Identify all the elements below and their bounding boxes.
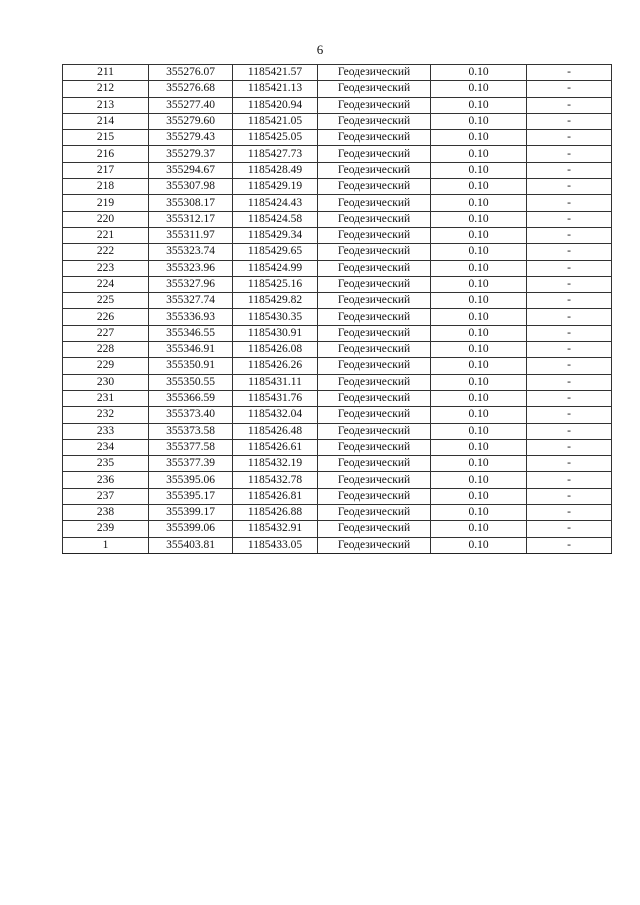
point-number-cell: 235 xyxy=(63,456,149,472)
page-number: 6 xyxy=(316,42,324,57)
y-coordinate-cell: 1185426.08 xyxy=(233,342,318,358)
description-cell: - xyxy=(527,293,612,309)
table-row xyxy=(63,439,612,455)
x-coordinate-cell: 355323.96 xyxy=(149,260,233,276)
table-row xyxy=(63,293,612,309)
point-number-cell: 227 xyxy=(63,325,149,341)
y-coordinate-cell: 1185426.26 xyxy=(233,358,318,374)
x-coordinate-cell: 355350.91 xyxy=(149,358,233,374)
table-row xyxy=(63,423,612,439)
method-cell: Геодезический xyxy=(318,244,431,260)
method-cell: Геодезический xyxy=(318,309,431,325)
x-coordinate-cell: 355399.17 xyxy=(149,505,233,521)
y-coordinate-cell: 1185426.61 xyxy=(233,439,318,455)
method-cell: Геодезический xyxy=(318,439,431,455)
y-coordinate-cell: 1185424.99 xyxy=(233,260,318,276)
x-coordinate-cell: 355312.17 xyxy=(149,211,233,227)
description-cell: - xyxy=(527,488,612,504)
accuracy-cell: 0.10 xyxy=(431,439,527,455)
description-cell: - xyxy=(527,325,612,341)
method-cell: Геодезический xyxy=(318,211,431,227)
point-number-cell: 1 xyxy=(63,537,149,553)
x-coordinate-cell: 355366.59 xyxy=(149,390,233,406)
table-row xyxy=(63,537,612,553)
point-number-cell: 215 xyxy=(63,130,149,146)
table-row xyxy=(63,505,612,521)
accuracy-cell: 0.10 xyxy=(431,293,527,309)
y-coordinate-cell: 1185421.57 xyxy=(233,65,318,81)
accuracy-cell: 0.10 xyxy=(431,227,527,243)
method-cell: Геодезический xyxy=(318,358,431,374)
description-cell: - xyxy=(527,358,612,374)
point-number-cell: 216 xyxy=(63,146,149,162)
accuracy-cell: 0.10 xyxy=(431,162,527,178)
y-coordinate-cell: 1185429.82 xyxy=(233,293,318,309)
point-number-cell: 236 xyxy=(63,472,149,488)
table-row xyxy=(63,195,612,211)
description-cell: - xyxy=(527,505,612,521)
y-coordinate-cell: 1185432.78 xyxy=(233,472,318,488)
accuracy-cell: 0.10 xyxy=(431,537,527,553)
accuracy-cell: 0.10 xyxy=(431,260,527,276)
x-coordinate-cell: 355373.58 xyxy=(149,423,233,439)
y-coordinate-cell: 1185433.05 xyxy=(233,537,318,553)
method-cell: Геодезический xyxy=(318,423,431,439)
y-coordinate-cell: 1185429.19 xyxy=(233,179,318,195)
x-coordinate-cell: 355395.06 xyxy=(149,472,233,488)
description-cell: - xyxy=(527,309,612,325)
y-coordinate-cell: 1185424.58 xyxy=(233,211,318,227)
x-coordinate-cell: 355403.81 xyxy=(149,537,233,553)
table-row xyxy=(63,113,612,129)
x-coordinate-cell: 355346.55 xyxy=(149,325,233,341)
point-number-cell: 225 xyxy=(63,293,149,309)
point-number-cell: 226 xyxy=(63,309,149,325)
y-coordinate-cell: 1185430.35 xyxy=(233,309,318,325)
x-coordinate-cell: 355277.40 xyxy=(149,97,233,113)
y-coordinate-cell: 1185426.48 xyxy=(233,423,318,439)
description-cell: - xyxy=(527,211,612,227)
description-cell: - xyxy=(527,113,612,129)
description-cell: - xyxy=(527,407,612,423)
x-coordinate-cell: 355311.97 xyxy=(149,227,233,243)
table-row xyxy=(63,325,612,341)
point-number-cell: 234 xyxy=(63,439,149,455)
x-coordinate-cell: 355307.98 xyxy=(149,179,233,195)
x-coordinate-cell: 355279.37 xyxy=(149,146,233,162)
x-coordinate-cell: 355399.06 xyxy=(149,521,233,537)
accuracy-cell: 0.10 xyxy=(431,472,527,488)
x-coordinate-cell: 355346.91 xyxy=(149,342,233,358)
accuracy-cell: 0.10 xyxy=(431,521,527,537)
y-coordinate-cell: 1185424.43 xyxy=(233,195,318,211)
method-cell: Геодезический xyxy=(318,260,431,276)
y-coordinate-cell: 1185432.91 xyxy=(233,521,318,537)
accuracy-cell: 0.10 xyxy=(431,65,527,81)
point-number-cell: 212 xyxy=(63,81,149,97)
table-row xyxy=(63,211,612,227)
table-row xyxy=(63,276,612,292)
x-coordinate-cell: 355279.60 xyxy=(149,113,233,129)
y-coordinate-cell: 1185426.88 xyxy=(233,505,318,521)
description-cell: - xyxy=(527,537,612,553)
method-cell: Геодезический xyxy=(318,179,431,195)
method-cell: Геодезический xyxy=(318,374,431,390)
accuracy-cell: 0.10 xyxy=(431,211,527,227)
description-cell: - xyxy=(527,342,612,358)
x-coordinate-cell: 355377.39 xyxy=(149,456,233,472)
accuracy-cell: 0.10 xyxy=(431,342,527,358)
table-row xyxy=(63,488,612,504)
y-coordinate-cell: 1185429.34 xyxy=(233,227,318,243)
y-coordinate-cell: 1185421.05 xyxy=(233,113,318,129)
description-cell: - xyxy=(527,227,612,243)
method-cell: Геодезический xyxy=(318,81,431,97)
accuracy-cell: 0.10 xyxy=(431,505,527,521)
table-row xyxy=(63,65,612,81)
point-number-cell: 231 xyxy=(63,390,149,406)
table-row xyxy=(63,521,612,537)
x-coordinate-cell: 355279.43 xyxy=(149,130,233,146)
y-coordinate-cell: 1185425.16 xyxy=(233,276,318,292)
method-cell: Геодезический xyxy=(318,130,431,146)
method-cell: Геодезический xyxy=(318,162,431,178)
method-cell: Геодезический xyxy=(318,456,431,472)
table-row xyxy=(63,456,612,472)
accuracy-cell: 0.10 xyxy=(431,488,527,504)
description-cell: - xyxy=(527,472,612,488)
point-number-cell: 224 xyxy=(63,276,149,292)
y-coordinate-cell: 1185431.76 xyxy=(233,390,318,406)
description-cell: - xyxy=(527,439,612,455)
table-row xyxy=(63,146,612,162)
coordinates-table-body xyxy=(63,65,612,554)
description-cell: - xyxy=(527,456,612,472)
table-row xyxy=(63,472,612,488)
accuracy-cell: 0.10 xyxy=(431,309,527,325)
y-coordinate-cell: 1185432.19 xyxy=(233,456,318,472)
method-cell: Геодезический xyxy=(318,65,431,81)
accuracy-cell: 0.10 xyxy=(431,407,527,423)
description-cell: - xyxy=(527,179,612,195)
accuracy-cell: 0.10 xyxy=(431,325,527,341)
method-cell: Геодезический xyxy=(318,407,431,423)
table-row xyxy=(63,342,612,358)
point-number-cell: 219 xyxy=(63,195,149,211)
accuracy-cell: 0.10 xyxy=(431,130,527,146)
description-cell: - xyxy=(527,276,612,292)
point-number-cell: 229 xyxy=(63,358,149,374)
x-coordinate-cell: 355373.40 xyxy=(149,407,233,423)
y-coordinate-cell: 1185421.13 xyxy=(233,81,318,97)
point-number-cell: 222 xyxy=(63,244,149,260)
point-number-cell: 213 xyxy=(63,97,149,113)
description-cell: - xyxy=(527,146,612,162)
table-row xyxy=(63,309,612,325)
method-cell: Геодезический xyxy=(318,276,431,292)
description-cell: - xyxy=(527,81,612,97)
accuracy-cell: 0.10 xyxy=(431,146,527,162)
accuracy-cell: 0.10 xyxy=(431,179,527,195)
table-row xyxy=(63,162,612,178)
method-cell: Геодезический xyxy=(318,342,431,358)
table-row xyxy=(63,407,612,423)
table-row xyxy=(63,358,612,374)
description-cell: - xyxy=(527,162,612,178)
accuracy-cell: 0.10 xyxy=(431,456,527,472)
y-coordinate-cell: 1185432.04 xyxy=(233,407,318,423)
table-row xyxy=(63,81,612,97)
point-number-cell: 218 xyxy=(63,179,149,195)
method-cell: Геодезический xyxy=(318,521,431,537)
x-coordinate-cell: 355327.74 xyxy=(149,293,233,309)
accuracy-cell: 0.10 xyxy=(431,423,527,439)
accuracy-cell: 0.10 xyxy=(431,113,527,129)
x-coordinate-cell: 355276.07 xyxy=(149,65,233,81)
method-cell: Геодезический xyxy=(318,325,431,341)
method-cell: Геодезический xyxy=(318,97,431,113)
accuracy-cell: 0.10 xyxy=(431,244,527,260)
description-cell: - xyxy=(527,97,612,113)
x-coordinate-cell: 355350.55 xyxy=(149,374,233,390)
table-row xyxy=(63,130,612,146)
point-number-cell: 214 xyxy=(63,113,149,129)
method-cell: Геодезический xyxy=(318,390,431,406)
table-row xyxy=(63,97,612,113)
description-cell: - xyxy=(527,374,612,390)
point-number-cell: 220 xyxy=(63,211,149,227)
description-cell: - xyxy=(527,65,612,81)
point-number-cell: 233 xyxy=(63,423,149,439)
accuracy-cell: 0.10 xyxy=(431,81,527,97)
table-row xyxy=(63,227,612,243)
x-coordinate-cell: 355323.74 xyxy=(149,244,233,260)
accuracy-cell: 0.10 xyxy=(431,195,527,211)
y-coordinate-cell: 1185431.11 xyxy=(233,374,318,390)
point-number-cell: 211 xyxy=(63,65,149,81)
point-number-cell: 239 xyxy=(63,521,149,537)
description-cell: - xyxy=(527,423,612,439)
method-cell: Геодезический xyxy=(318,488,431,504)
method-cell: Геодезический xyxy=(318,113,431,129)
description-cell: - xyxy=(527,390,612,406)
accuracy-cell: 0.10 xyxy=(431,390,527,406)
accuracy-cell: 0.10 xyxy=(431,374,527,390)
x-coordinate-cell: 355327.96 xyxy=(149,276,233,292)
description-cell: - xyxy=(527,195,612,211)
x-coordinate-cell: 355294.67 xyxy=(149,162,233,178)
table-row xyxy=(63,179,612,195)
x-coordinate-cell: 355336.93 xyxy=(149,309,233,325)
method-cell: Геодезический xyxy=(318,505,431,521)
table-row xyxy=(63,260,612,276)
method-cell: Геодезический xyxy=(318,472,431,488)
method-cell: Геодезический xyxy=(318,227,431,243)
point-number-cell: 223 xyxy=(63,260,149,276)
table-row xyxy=(63,390,612,406)
y-coordinate-cell: 1185426.81 xyxy=(233,488,318,504)
y-coordinate-cell: 1185427.73 xyxy=(233,146,318,162)
description-cell: - xyxy=(527,260,612,276)
point-number-cell: 230 xyxy=(63,374,149,390)
x-coordinate-cell: 355377.58 xyxy=(149,439,233,455)
x-coordinate-cell: 355308.17 xyxy=(149,195,233,211)
y-coordinate-cell: 1185425.05 xyxy=(233,130,318,146)
y-coordinate-cell: 1185430.91 xyxy=(233,325,318,341)
x-coordinate-cell: 355395.17 xyxy=(149,488,233,504)
point-number-cell: 221 xyxy=(63,227,149,243)
description-cell: - xyxy=(527,130,612,146)
y-coordinate-cell: 1185428.49 xyxy=(233,162,318,178)
point-number-cell: 238 xyxy=(63,505,149,521)
method-cell: Геодезический xyxy=(318,146,431,162)
method-cell: Геодезический xyxy=(318,537,431,553)
description-cell: - xyxy=(527,521,612,537)
point-number-cell: 232 xyxy=(63,407,149,423)
accuracy-cell: 0.10 xyxy=(431,276,527,292)
x-coordinate-cell: 355276.68 xyxy=(149,81,233,97)
method-cell: Геодезический xyxy=(318,195,431,211)
y-coordinate-cell: 1185429.65 xyxy=(233,244,318,260)
accuracy-cell: 0.10 xyxy=(431,358,527,374)
method-cell: Геодезический xyxy=(318,293,431,309)
y-coordinate-cell: 1185420.94 xyxy=(233,97,318,113)
table-row xyxy=(63,244,612,260)
point-number-cell: 237 xyxy=(63,488,149,504)
description-cell: - xyxy=(527,244,612,260)
point-number-cell: 217 xyxy=(63,162,149,178)
accuracy-cell: 0.10 xyxy=(431,97,527,113)
point-number-cell: 228 xyxy=(63,342,149,358)
table-row xyxy=(63,374,612,390)
coordinates-table xyxy=(62,64,612,554)
